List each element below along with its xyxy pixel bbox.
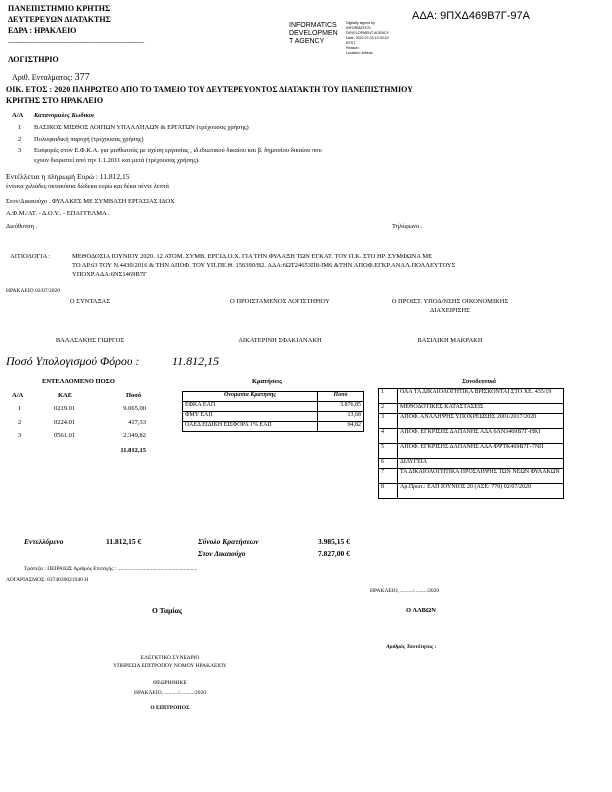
total-deductions-label: Σύνολο Κρατήσεων bbox=[198, 537, 259, 546]
logo-line: INFORMATICS bbox=[289, 22, 337, 29]
attachments-table bbox=[378, 388, 564, 499]
warranted-total: 11.812,15 bbox=[120, 447, 146, 454]
total-beneficiary-label: Στον Δικαιούχο bbox=[198, 549, 246, 558]
justification-label: ΑΙΤΙΟΛΟΓΙΑ : bbox=[10, 253, 51, 260]
attachment-number: 2 bbox=[379, 404, 398, 414]
code-row-number: 1 bbox=[18, 124, 22, 131]
drafter-name: ΒΑΛΑΣΑΚΗΣ ΓΙΩΡΓΟΣ bbox=[55, 337, 125, 344]
table-row bbox=[379, 389, 564, 404]
signature-detail: Reason: bbox=[346, 46, 360, 50]
receipt-place-date: ΗΡΑΚΛΕΙΟ, ........./........./2020 bbox=[370, 588, 440, 594]
payment-words: έντεκα χιλιάδες οκτακόσια δώδεκα ευρώ και δέκα πέντε λεπτά bbox=[6, 183, 169, 190]
table-row bbox=[379, 429, 564, 444]
justification-line: ΥΠΟΧΡ.ΑΔΑ:6ΝΣ1469Β7Γ bbox=[72, 271, 147, 278]
signature-detail: INFORMATICS bbox=[346, 26, 371, 30]
attachments-title: Συνοδευτικά bbox=[462, 378, 497, 385]
justification-line: ΜΕΘΟΔΟΣΙΑ ΙΟΥΝΙΟΥ 2020. 12 ΑΤΟΜ. ΣΥΜΒ. ΕΡΓ.ΙΔ.Ο.Χ. ΓΙΑ ΤΗΝ ΦΥΛΑΞΗ ΤΩΝ ΕΓΚΑΤ. ΤΟΥ Π.Κ. ΣΤΟ ΗΡ. ΣΥΜΦΩΝΑ ΜΕ bbox=[72, 253, 433, 260]
director-name: ΒΑΣΙΛΙΚΗ ΜΑΚΡΑΚΗ bbox=[417, 337, 483, 344]
audit-commissioner: Ο ΕΠΙΤΡΟΠΟΣ bbox=[150, 705, 190, 711]
signature-detail: DEVELOPMENT AGENCY bbox=[346, 31, 390, 35]
secondary-disposer: ΔΕΥΤΕΡΕΥΩΝ ΔΙΑΤΑΚΤΗΣ bbox=[8, 15, 111, 24]
phone: Τηλέφωνο . bbox=[392, 223, 423, 230]
tax-value: 11.812,15 bbox=[172, 354, 220, 368]
warrant-title-1: ΟΙΚ. ΕΤΟΣ : 2020 ΠΛΗΡΩΤΕΟ ΑΠΟ ΤΟ ΤΑΜΕΙΟ ΤΟΥ ΔΕΥΤΕΡΕΥΟΝΤΟΣ ΔΙΑΤΑΚΤΗ ΤΟΥ ΠΑΝΕΠΙΣΤΗΜΙΟΥ bbox=[6, 85, 413, 94]
warranted-row-kae: 0561.01 bbox=[54, 432, 76, 439]
table-row bbox=[379, 469, 564, 484]
attachment-number: 1 bbox=[379, 389, 398, 404]
total-warranted-value: 11.812,15 € bbox=[106, 537, 142, 546]
total-warranted-label: Εντελλόμενο bbox=[24, 537, 64, 546]
deductions-title: Κρατήσεις bbox=[252, 378, 282, 385]
warrant-number-label: Αριθ. Ενταλματος: bbox=[12, 73, 73, 82]
attachment-number: 7 bbox=[379, 469, 398, 484]
beneficiary: Στον/Δικαιούχο . ΦΥΛΑΚΕΣ ΜΕ ΣΥΜΒΑΣΗ ΕΡΓΑΣΙΑΣ ΙΔΟΧ bbox=[6, 198, 175, 205]
codes-col-aa: Α/Α bbox=[12, 112, 24, 119]
code-row-text: ΒΑΣΙΚΟΣ ΜΙΣΘΟΣ ΛΟΙΠΩΝ ΥΠΑΛΛΗΛΩΝ & ΕΡΓΑΤΩΝ (τρέχουσας χρήσης) bbox=[34, 124, 249, 131]
attachment-text: ΔΙΑΥΓΕΙΑ bbox=[398, 459, 564, 469]
warranted-row-number: 2 bbox=[18, 419, 22, 426]
warranted-row-number: 3 bbox=[18, 432, 22, 439]
warrant-number-row bbox=[12, 72, 90, 83]
warranted-row-amount: 9.065,00 bbox=[123, 405, 146, 412]
deductions-table bbox=[182, 391, 364, 432]
warranted-title: ΕΝΤΕΛΛΟΜΕΝΟ ΠΟΣΟ bbox=[42, 378, 115, 385]
drafter-title: Ο ΣΥΝΤΑΞΑΣ bbox=[69, 298, 111, 305]
department: ΛΟΓΙΣΤΗΡΙΟ bbox=[8, 55, 59, 64]
attachment-text: ΜΕΘΟΔΟΤΙΚΕΣ ΚΑΤΑΣΤΑΣΕΙΣ bbox=[398, 404, 564, 414]
attachment-text: Αρ.Πρωτ.: ΕΑΠ ΙΟΥΝΙΟΣ 20 (ΑΣΕ: 770) 02/07/2020 bbox=[398, 484, 564, 499]
table-row bbox=[183, 392, 364, 402]
deductions-col-amount: Ποσό bbox=[318, 392, 364, 402]
afm-line: Α.Φ.Μ./ΑΤ. - Δ.Ο.Υ.. - ΕΠΑΓΓΕΛΜΑ . bbox=[6, 210, 110, 217]
logo-line: DEVELOPMEN bbox=[289, 30, 338, 37]
audit-line: ΗΡΑΚΛΕΙΟ, ........../........../2020 bbox=[134, 690, 206, 696]
header-dashes: ------------------------------------------------------------------------- bbox=[8, 39, 145, 46]
table-row bbox=[379, 444, 564, 459]
bank-line: Τράπεζα : ΠΕΙΡΑΙΩΣ Αριθμός Επιταγής : .......................................................... bbox=[24, 566, 198, 572]
attachment-text: ΤΑ ΔΙΚΑΙΟΛΟΓΗΤΙΚΑ ΠΡΟΣΛΗΨΗΣ ΤΩΝ ΝΕΩΝ ΦΥΛΑΚΩΝ bbox=[398, 469, 564, 484]
receiver-title: Ο ΛΑΒΩΝ bbox=[406, 607, 436, 614]
table-row bbox=[379, 414, 564, 429]
table-row bbox=[183, 402, 364, 412]
university-name: ΠΑΝΕΠΙΣΤΗΜΙΟ ΚΡΗΤΗΣ bbox=[8, 4, 111, 13]
warranted-col-amount: Ποσό bbox=[126, 392, 142, 399]
deduction-amount: 94,82 bbox=[318, 422, 364, 432]
code-row-number: 2 bbox=[18, 136, 22, 143]
codes-col-code: Κατανομαλες Κωδικοι bbox=[34, 112, 94, 119]
deduction-name: ΦΜΥ ΕΑΠ bbox=[183, 412, 318, 422]
audit-line: ΥΠΗΡΕΣΙΑ ΕΠΙΤΡΟΠΟΥ ΝΟΜΟΥ ΗΡΑΚΛΕΙΟΥ bbox=[113, 663, 227, 669]
deduction-amount: 3.876,85 bbox=[318, 402, 364, 412]
ada-code: ΑΔΑ: 9ΠΧΔ469Β7Γ-97Α bbox=[412, 10, 530, 22]
deductions-col-name: Ονομασία Κράτησης bbox=[183, 392, 318, 402]
table-row bbox=[183, 422, 364, 432]
deduction-name: ΟΑΕΔ ΕΙΔΙΚΗ ΕΙΣΦΟΡΑ 1% ΕΑΠ bbox=[183, 422, 318, 432]
code-row-text: Εισφορές στον Ε.Φ.Κ.Α. για μισθωτούς με σχέση εργασίας , ιδ.ιδιωτικού δικαίου και β. δημοσίου δικαίου που bbox=[34, 147, 322, 154]
id-number: Αριθμός Ταυτότητας : bbox=[386, 644, 437, 650]
warranted-col-aa: Α/Α bbox=[12, 392, 24, 399]
warranted-row-kae: 0224.01 bbox=[54, 419, 76, 426]
attachment-number: 5 bbox=[379, 444, 398, 459]
justification-line: ΤΟ ΑΡ.63 ΤΟΥ Ν.4430/2016 & ΤΗΝ ΑΠΟΦ. ΤΟΥ ΥΠ.ΠΕ.Θ. 156390/Β2. ΑΔΑ:6ΩΤ24653Π8-ΙΜ6 &ΤΗΝ ΑΠΟΦ.ΕΓΚΡ.ΑΝΑΛ.ΠΟΛΛΕΥΤΟΥΣ bbox=[72, 262, 456, 269]
warrant-title-2: ΚΡΗΤΗΣ ΣΤΟ ΗΡΑΚΛΕΙΟ bbox=[6, 96, 104, 105]
code-row-text: εχουν διοριστεί από την 1.1.2011 και μετά (τρέχουσας χρήσης). bbox=[34, 157, 200, 164]
code-row-number: 3 bbox=[18, 147, 22, 154]
signature-detail: Digitally signed by bbox=[346, 21, 375, 25]
attachment-text: ΟΛΑ ΤΑ ΔΙΚΑΙΟΛΟΓΗΤΙΚΑ ΒΡΙΣΚΟΝΤΑΙ ΣΤΟ ΧΕ. 435/19 bbox=[398, 389, 564, 404]
attachment-text: ΑΠΟΦ. ΕΓΚΡΙΣΗΣ ΔΑΠΑΝΗΣ ΑΔΑ ΦΨΤΚ469Β7Γ-7ΝΠ bbox=[398, 444, 564, 459]
head-name: ΑΙΚΑΤΕΡΙΝΗ ΣΦΑΚΙΑΝΑΚΗ bbox=[238, 337, 322, 344]
cashier-title: Ο Ταμίας bbox=[152, 606, 183, 615]
director-title: Ο ΠΡΟΙΣΤ. ΥΠΟΔ/ΝΣΗΣ ΟΙΚΟΝΟΜΙΚΗΣ bbox=[391, 298, 509, 305]
digital-signature-logo bbox=[289, 22, 338, 46]
warranted-row-number: 1 bbox=[18, 405, 22, 412]
deduction-amount: 13,68 bbox=[318, 412, 364, 422]
signature-detail: Location: Athens bbox=[346, 51, 373, 55]
audit-line: ΘΕΩΡΗΘΗΚΕ bbox=[153, 680, 187, 686]
audit-line: ΕΛΕΓΚΤΙΚΟ ΣΥΝΕΔΡΙΟ bbox=[140, 655, 200, 661]
attachment-number: 4 bbox=[379, 429, 398, 444]
date-place: ΗΡΑΚΛΕΙΟ 02/07/2020 bbox=[6, 288, 61, 294]
code-row-text: Πολυφαιδική παροχή (τρέχουσας χρήσης) bbox=[34, 136, 144, 143]
tax-label: Ποσό Υπολογισμού Φόρου : bbox=[6, 354, 140, 368]
warranted-row-amount: 2.349,82 bbox=[123, 432, 146, 439]
attachment-text: ΑΠΟΦ. ΕΓΚΡΙΣΗΣ ΔΑΠΑΝΗΣ ΑΔΑ 6ΛΝ3469Β7Γ-ΗΚΙ bbox=[398, 429, 564, 444]
table-row bbox=[379, 459, 564, 469]
payment-amount-line: Εντέλλεται η πληρωμή Ευρώ : 11.812,15 bbox=[6, 172, 130, 181]
attachment-text: ΑΠΟΦ. ΑΝΑΛΗΨΗΣ ΥΠΟΧΡΕΩΣΗΣ 2001/2017/2020 bbox=[398, 414, 564, 429]
attachment-number: 6 bbox=[379, 459, 398, 469]
warrant-number: 377 bbox=[74, 72, 90, 83]
account-line: ΛΟΓΑΡΙΑΣΜΟΣ: 6374030021940 Η bbox=[6, 577, 89, 583]
signature-detail: EEST bbox=[346, 41, 356, 45]
warranted-col-kae: ΚΑΕ bbox=[58, 392, 73, 399]
address: Διεύθυνση . bbox=[6, 223, 38, 230]
director-title: ΔΙΑΧΕΙΡΙΣΗΣ bbox=[430, 307, 470, 314]
logo-line: T AGENCY bbox=[289, 38, 325, 45]
signature-details bbox=[346, 21, 389, 56]
warranted-row-kae: 0219.01 bbox=[54, 405, 76, 412]
signature-detail: Date: 2020.07.03 10:39:42 bbox=[346, 36, 389, 40]
warranted-row-amount: 417,33 bbox=[128, 419, 146, 426]
table-row bbox=[379, 404, 564, 414]
head-title: Ο ΠΡΟΙΣΤΑΜΕΝΟΣ ΛΟΓΙΣΤΗΡΙΟΥ bbox=[230, 298, 330, 305]
seat: ΕΔΡΑ : ΗΡΑΚΛΕΙΟ bbox=[8, 26, 77, 35]
total-deductions-value: 3.985,15 € bbox=[318, 537, 350, 546]
attachment-number: 8 bbox=[379, 484, 398, 499]
table-row bbox=[183, 412, 364, 422]
table-row bbox=[379, 484, 564, 499]
deduction-name: ΕΦΚΑ ΕΑΠ bbox=[183, 402, 318, 412]
total-beneficiary-value: 7.827,00 € bbox=[318, 549, 350, 558]
attachment-number: 3 bbox=[379, 414, 398, 429]
